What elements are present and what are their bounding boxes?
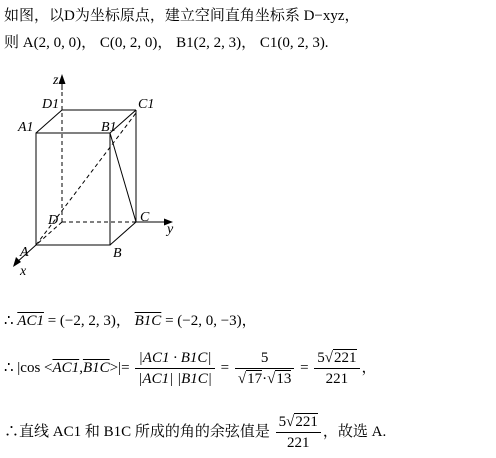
label-a: A bbox=[20, 245, 29, 260]
z-axis-arrow bbox=[59, 74, 66, 84]
label-c1: C1 bbox=[138, 97, 155, 112]
label-y: y bbox=[167, 222, 174, 237]
problem-line-2: 则 A(2, 0, 0)， C(0, 2, 0)， B1(2, 2, 3)， C1(0, 2, 3). bbox=[4, 35, 329, 51]
cos-fraction-3: $\frac{5√221}{221}$ bbox=[314, 348, 359, 389]
label-b: B bbox=[113, 246, 122, 261]
label-a1: A1 bbox=[18, 120, 34, 135]
label-c: C bbox=[140, 210, 150, 225]
label-d: D bbox=[48, 213, 59, 228]
cosine-line: ∴ |cos <AC1,B1C>|= $\frac{|AC1 \cdot B1C|}{|AC1| |B1C|}$ = $\frac{5}{√17\cdot√13}$ = $\frac{5√221}{221}$ ， bbox=[4, 350, 377, 387]
vec-b1c: B1C bbox=[134, 313, 162, 329]
vector-line: ∴ AC1 = (−2, 2, 3)， B1C = (−2, 0, −3)， bbox=[4, 313, 257, 329]
label-d1: D1 bbox=[42, 97, 60, 112]
cos-fraction-2: $\frac{5}{√17\cdot√13}$ bbox=[235, 348, 294, 389]
vec-ac1: AC1 bbox=[17, 313, 44, 329]
cos-fraction-1: $\frac{|AC1 \cdot B1C|}{|AC1| |B1C|}$ bbox=[135, 348, 215, 389]
label-x: x bbox=[20, 264, 27, 279]
conclusion-fraction: $\frac{5√221}{221}$ bbox=[276, 412, 321, 453]
conclusion-line: ∴直线 AC1 和 B1C 所成的角的余弦值是 $\frac{5√221}{221}$ ，故选 A. bbox=[4, 414, 387, 451]
label-z: z bbox=[53, 73, 59, 88]
problem-line-1: 如图，以D为坐标原点，建立空间直角坐标系 D−xyz， bbox=[4, 8, 360, 24]
label-b1: B1 bbox=[101, 120, 117, 135]
